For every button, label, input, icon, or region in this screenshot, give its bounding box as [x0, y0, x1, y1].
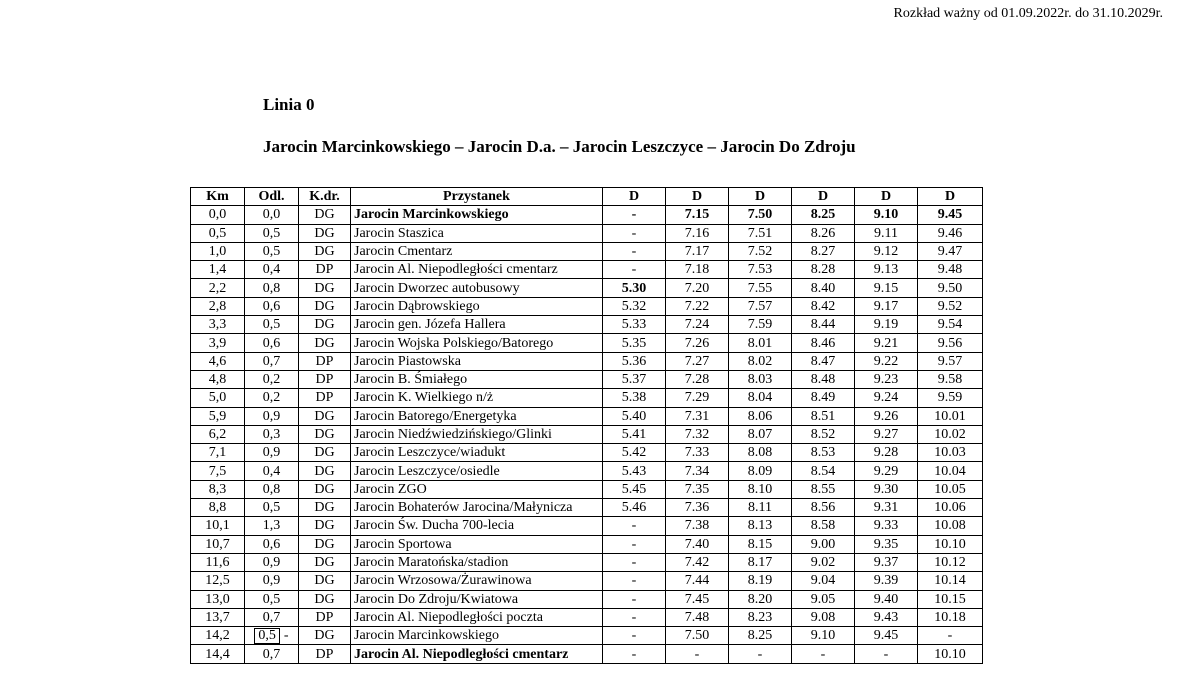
header-course-4: D: [792, 188, 855, 206]
odl-cell: 0,2: [245, 389, 299, 407]
departure-time-cell: -: [603, 645, 666, 663]
departure-time-cell: 9.10: [792, 627, 855, 645]
stop-name-cell: Jarocin Marcinkowskiego: [351, 206, 603, 224]
table-row: [191, 425, 983, 443]
departure-time-cell: 9.04: [792, 572, 855, 590]
km-cell: 1,4: [191, 261, 245, 279]
departure-time-cell: -: [729, 645, 792, 663]
stop-name-cell: Jarocin Dąbrowskiego: [351, 297, 603, 315]
stop-name-cell: Jarocin Wrzosowa/Żurawinowa: [351, 572, 603, 590]
departure-time-cell: 9.59: [918, 389, 983, 407]
departure-time-cell: -: [603, 627, 666, 645]
table-row: [191, 389, 983, 407]
departure-time-cell: 9.33: [855, 517, 918, 535]
departure-time-cell: 8.03: [729, 370, 792, 388]
table-row: [191, 553, 983, 571]
departure-time-cell: 8.07: [729, 425, 792, 443]
km-cell: 12,5: [191, 572, 245, 590]
departure-time-cell: 9.30: [855, 480, 918, 498]
departure-time-cell: 9.08: [792, 608, 855, 626]
departure-time-cell: 5.32: [603, 297, 666, 315]
departure-time-cell: 8.47: [792, 352, 855, 370]
table-row: [191, 242, 983, 260]
km-cell: 13,7: [191, 608, 245, 626]
stop-name-cell: Jarocin Do Zdroju/Kwiatowa: [351, 590, 603, 608]
table-row: [191, 608, 983, 626]
departure-time-cell: 9.50: [918, 279, 983, 297]
departure-time-cell: 9.45: [855, 627, 918, 645]
departure-time-cell: 8.15: [729, 535, 792, 553]
departure-time-cell: 8.52: [792, 425, 855, 443]
departure-time-cell: 10.06: [918, 499, 983, 517]
departure-time-cell: 9.22: [855, 352, 918, 370]
departure-time-cell: 9.11: [855, 224, 918, 242]
odl-cell: 0,5: [245, 224, 299, 242]
odl-cell: 0,6: [245, 297, 299, 315]
table-row: [191, 627, 983, 645]
departure-time-cell: 9.57: [918, 352, 983, 370]
departure-time-cell: -: [666, 645, 729, 663]
km-cell: 2,2: [191, 279, 245, 297]
departure-time-cell: 8.08: [729, 444, 792, 462]
departure-time-cell: 8.19: [729, 572, 792, 590]
km-cell: 11,6: [191, 553, 245, 571]
departure-time-cell: 10.05: [918, 480, 983, 498]
departure-time-cell: 9.15: [855, 279, 918, 297]
table-row: [191, 590, 983, 608]
road-category-cell: DP: [299, 261, 351, 279]
departure-time-cell: 9.17: [855, 297, 918, 315]
stop-name-cell: Jarocin Św. Ducha 700-lecia: [351, 517, 603, 535]
road-category-cell: DG: [299, 480, 351, 498]
stop-name-cell: Jarocin K. Wielkiego n/ż: [351, 389, 603, 407]
departure-time-cell: 7.27: [666, 352, 729, 370]
departure-time-cell: 9.10: [855, 206, 918, 224]
table-row: [191, 462, 983, 480]
table-row: [191, 261, 983, 279]
departure-time-cell: 9.46: [918, 224, 983, 242]
stop-name-cell: Jarocin Maratońska/stadion: [351, 553, 603, 571]
table-row: [191, 499, 983, 517]
departure-time-cell: 7.38: [666, 517, 729, 535]
departure-time-cell: 10.03: [918, 444, 983, 462]
header-course-3: D: [729, 188, 792, 206]
odl-value: 0,5: [254, 628, 280, 644]
departure-time-cell: 9.35: [855, 535, 918, 553]
departure-time-cell: 7.50: [729, 206, 792, 224]
departure-time-cell: 9.26: [855, 407, 918, 425]
departure-time-cell: -: [603, 206, 666, 224]
departure-time-cell: 10.10: [918, 645, 983, 663]
departure-time-cell: 7.53: [729, 261, 792, 279]
timetable: [190, 187, 983, 664]
road-category-cell: DP: [299, 389, 351, 407]
departure-time-cell: 7.34: [666, 462, 729, 480]
road-category-cell: DG: [299, 425, 351, 443]
km-cell: 3,9: [191, 334, 245, 352]
departure-time-cell: 5.43: [603, 462, 666, 480]
km-cell: 10,7: [191, 535, 245, 553]
departure-time-cell: 9.21: [855, 334, 918, 352]
road-category-cell: DG: [299, 462, 351, 480]
table-row: [191, 407, 983, 425]
departure-time-cell: 5.30: [603, 279, 666, 297]
departure-time-cell: -: [792, 645, 855, 663]
departure-time-cell: 7.57: [729, 297, 792, 315]
km-cell: 3,3: [191, 316, 245, 334]
departure-time-cell: 8.10: [729, 480, 792, 498]
stop-name-cell: Jarocin Piastowska: [351, 352, 603, 370]
stop-name-cell: Jarocin Leszczyce/wiadukt: [351, 444, 603, 462]
odl-cell: 0,7: [245, 645, 299, 663]
departure-time-cell: 10.04: [918, 462, 983, 480]
header-stop: Przystanek: [351, 188, 603, 206]
departure-time-cell: 7.52: [729, 242, 792, 260]
road-category-cell: DP: [299, 645, 351, 663]
odl-cell: 0,9: [245, 444, 299, 462]
road-category-cell: DG: [299, 224, 351, 242]
departure-time-cell: 7.31: [666, 407, 729, 425]
km-cell: 7,5: [191, 462, 245, 480]
departure-time-cell: 8.20: [729, 590, 792, 608]
departure-time-cell: 8.40: [792, 279, 855, 297]
departure-time-cell: 9.12: [855, 242, 918, 260]
stop-name-cell: Jarocin Dworzec autobusowy: [351, 279, 603, 297]
departure-time-cell: 8.28: [792, 261, 855, 279]
departure-time-cell: 9.24: [855, 389, 918, 407]
departure-time-cell: 8.48: [792, 370, 855, 388]
departure-time-cell: 8.42: [792, 297, 855, 315]
km-cell: 4,6: [191, 352, 245, 370]
departure-time-cell: 9.19: [855, 316, 918, 334]
stop-name-cell: Jarocin Al. Niepodległości cmentarz: [351, 645, 603, 663]
stop-name-cell: Jarocin Al. Niepodległości poczta: [351, 608, 603, 626]
departure-time-cell: 8.02: [729, 352, 792, 370]
departure-time-cell: 9.40: [855, 590, 918, 608]
table-row: [191, 572, 983, 590]
departure-time-cell: 9.31: [855, 499, 918, 517]
departure-time-cell: 9.02: [792, 553, 855, 571]
departure-time-cell: 8.51: [792, 407, 855, 425]
departure-time-cell: 8.27: [792, 242, 855, 260]
departure-time-cell: 7.48: [666, 608, 729, 626]
stop-name-cell: Jarocin Marcinkowskiego: [351, 627, 603, 645]
departure-time-cell: 8.54: [792, 462, 855, 480]
road-category-cell: DG: [299, 407, 351, 425]
departure-time-cell: 8.46: [792, 334, 855, 352]
departure-time-cell: 10.18: [918, 608, 983, 626]
road-category-cell: DG: [299, 297, 351, 315]
stop-name-cell: Jarocin Bohaterów Jarocina/Małynicza: [351, 499, 603, 517]
departure-time-cell: 7.28: [666, 370, 729, 388]
departure-time-cell: 8.04: [729, 389, 792, 407]
odl-cell: 0,9: [245, 572, 299, 590]
validity-note: Rozkład ważny od 01.09.2022r. do 31.10.2029r.: [893, 6, 1163, 21]
departure-time-cell: 9.58: [918, 370, 983, 388]
table-row: [191, 370, 983, 388]
departure-time-cell: 8.13: [729, 517, 792, 535]
departure-time-cell: 7.24: [666, 316, 729, 334]
header-kdr: K.dr.: [299, 188, 351, 206]
km-cell: 0,0: [191, 206, 245, 224]
departure-time-cell: 9.56: [918, 334, 983, 352]
odl-cell: 0,8: [245, 279, 299, 297]
departure-time-cell: 7.35: [666, 480, 729, 498]
departure-time-cell: 7.32: [666, 425, 729, 443]
header-course-5: D: [855, 188, 918, 206]
departure-time-cell: 9.52: [918, 297, 983, 315]
odl-cell: 0,6: [245, 334, 299, 352]
departure-time-cell: -: [855, 645, 918, 663]
road-category-cell: DG: [299, 627, 351, 645]
odl-cell: 0,5: [245, 499, 299, 517]
departure-time-cell: 8.53: [792, 444, 855, 462]
departure-time-cell: 5.38: [603, 389, 666, 407]
stop-name-cell: Jarocin Leszczyce/osiedle: [351, 462, 603, 480]
table-row: [191, 206, 983, 224]
stop-name-cell: Jarocin gen. Józefa Hallera: [351, 316, 603, 334]
stop-name-cell: Jarocin Batorego/Energetyka: [351, 407, 603, 425]
odl-cell: 0,9: [245, 553, 299, 571]
departure-time-cell: 7.51: [729, 224, 792, 242]
line-title: Linia 0: [263, 95, 315, 114]
departure-time-cell: 8.58: [792, 517, 855, 535]
departure-time-cell: 8.11: [729, 499, 792, 517]
road-category-cell: DG: [299, 535, 351, 553]
departure-time-cell: 7.50: [666, 627, 729, 645]
km-cell: 14,4: [191, 645, 245, 663]
odl-cell: 0,4: [245, 462, 299, 480]
departure-time-cell: 7.36: [666, 499, 729, 517]
departure-time-cell: -: [603, 572, 666, 590]
departure-time-cell: 7.29: [666, 389, 729, 407]
table-row: [191, 224, 983, 242]
table-row: [191, 297, 983, 315]
stop-name-cell: Jarocin Al. Niepodległości cmentarz: [351, 261, 603, 279]
departure-time-cell: 7.40: [666, 535, 729, 553]
departure-time-cell: 8.17: [729, 553, 792, 571]
road-category-cell: DG: [299, 517, 351, 535]
departure-time-cell: -: [603, 608, 666, 626]
odl-extra: -: [283, 627, 289, 643]
odl-cell: 0,8: [245, 480, 299, 498]
header-course-2: D: [666, 188, 729, 206]
departure-time-cell: 8.09: [729, 462, 792, 480]
departure-time-cell: -: [603, 224, 666, 242]
table-row: [191, 517, 983, 535]
odl-cell: 0,2: [245, 370, 299, 388]
stop-name-cell: Jarocin Niedźwiedzińskiego/Glinki: [351, 425, 603, 443]
road-category-cell: DG: [299, 553, 351, 571]
road-category-cell: DP: [299, 370, 351, 388]
odl-cell: [245, 627, 299, 645]
departure-time-cell: 5.40: [603, 407, 666, 425]
stop-name-cell: Jarocin Sportowa: [351, 535, 603, 553]
departure-time-cell: 5.46: [603, 499, 666, 517]
odl-cell: 0,5: [245, 316, 299, 334]
km-cell: 10,1: [191, 517, 245, 535]
km-cell: 2,8: [191, 297, 245, 315]
table-row: [191, 480, 983, 498]
departure-time-cell: -: [603, 535, 666, 553]
odl-cell: 0,5: [245, 590, 299, 608]
road-category-cell: DG: [299, 590, 351, 608]
departure-time-cell: 7.17: [666, 242, 729, 260]
departure-time-cell: 7.26: [666, 334, 729, 352]
departure-time-cell: 8.25: [792, 206, 855, 224]
odl-cell: 0,7: [245, 608, 299, 626]
km-cell: 8,8: [191, 499, 245, 517]
departure-time-cell: 8.23: [729, 608, 792, 626]
departure-time-cell: 8.44: [792, 316, 855, 334]
departure-time-cell: 5.42: [603, 444, 666, 462]
departure-time-cell: 8.55: [792, 480, 855, 498]
header-km: Km: [191, 188, 245, 206]
departure-time-cell: -: [603, 517, 666, 535]
departure-time-cell: 9.48: [918, 261, 983, 279]
departure-time-cell: 9.54: [918, 316, 983, 334]
departure-time-cell: -: [603, 553, 666, 571]
departure-time-cell: 5.35: [603, 334, 666, 352]
road-category-cell: DP: [299, 608, 351, 626]
departure-time-cell: 9.23: [855, 370, 918, 388]
departure-time-cell: 5.33: [603, 316, 666, 334]
departure-time-cell: 8.26: [792, 224, 855, 242]
departure-time-cell: 7.44: [666, 572, 729, 590]
departure-time-cell: 5.36: [603, 352, 666, 370]
table-row: [191, 444, 983, 462]
departure-time-cell: 5.41: [603, 425, 666, 443]
departure-time-cell: 9.37: [855, 553, 918, 571]
odl-cell: 0,7: [245, 352, 299, 370]
departure-time-cell: 7.16: [666, 224, 729, 242]
odl-cell: 0,3: [245, 425, 299, 443]
departure-time-cell: 5.45: [603, 480, 666, 498]
departure-time-cell: 8.56: [792, 499, 855, 517]
departure-time-cell: -: [918, 627, 983, 645]
departure-time-cell: 9.05: [792, 590, 855, 608]
header-odl: Odl.: [245, 188, 299, 206]
departure-time-cell: 10.10: [918, 535, 983, 553]
table-header-row: [191, 188, 983, 206]
odl-cell: 0,6: [245, 535, 299, 553]
stop-name-cell: Jarocin Wojska Polskiego/Batorego: [351, 334, 603, 352]
departure-time-cell: 10.12: [918, 553, 983, 571]
table-row: [191, 316, 983, 334]
stop-name-cell: Jarocin B. Śmiałego: [351, 370, 603, 388]
departure-time-cell: 10.15: [918, 590, 983, 608]
departure-time-cell: 5.37: [603, 370, 666, 388]
departure-time-cell: 9.39: [855, 572, 918, 590]
departure-time-cell: 8.49: [792, 389, 855, 407]
timetable-body: [191, 206, 983, 663]
km-cell: 0,5: [191, 224, 245, 242]
road-category-cell: DG: [299, 572, 351, 590]
departure-time-cell: -: [603, 261, 666, 279]
departure-time-cell: 7.55: [729, 279, 792, 297]
table-row: [191, 279, 983, 297]
departure-time-cell: 9.13: [855, 261, 918, 279]
departure-time-cell: 10.08: [918, 517, 983, 535]
road-category-cell: DP: [299, 352, 351, 370]
odl-cell: 0,4: [245, 261, 299, 279]
departure-time-cell: 7.15: [666, 206, 729, 224]
odl-cell: 0,9: [245, 407, 299, 425]
odl-cell: 0,5: [245, 242, 299, 260]
departure-time-cell: 8.06: [729, 407, 792, 425]
km-cell: 13,0: [191, 590, 245, 608]
departure-time-cell: 7.42: [666, 553, 729, 571]
road-category-cell: DG: [299, 242, 351, 260]
route-title: Jarocin Marcinkowskiego – Jarocin D.a. – Jarocin Leszczyce – Jarocin Do Zdroju: [263, 137, 856, 156]
road-category-cell: DG: [299, 444, 351, 462]
stop-name-cell: Jarocin Staszica: [351, 224, 603, 242]
departure-time-cell: 9.27: [855, 425, 918, 443]
departure-time-cell: 10.02: [918, 425, 983, 443]
table-row: [191, 535, 983, 553]
departure-time-cell: 9.45: [918, 206, 983, 224]
road-category-cell: DG: [299, 316, 351, 334]
header-course-6: D: [918, 188, 983, 206]
departure-time-cell: 7.22: [666, 297, 729, 315]
departure-time-cell: 10.01: [918, 407, 983, 425]
odl-cell: 0,0: [245, 206, 299, 224]
departure-time-cell: 9.43: [855, 608, 918, 626]
km-cell: 5,0: [191, 389, 245, 407]
departure-time-cell: 8.25: [729, 627, 792, 645]
departure-time-cell: -: [603, 242, 666, 260]
km-cell: 6,2: [191, 425, 245, 443]
departure-time-cell: 7.20: [666, 279, 729, 297]
km-cell: 7,1: [191, 444, 245, 462]
odl-cell: 1,3: [245, 517, 299, 535]
departure-time-cell: 9.28: [855, 444, 918, 462]
km-cell: 5,9: [191, 407, 245, 425]
departure-time-cell: 7.45: [666, 590, 729, 608]
departure-time-cell: 7.18: [666, 261, 729, 279]
road-category-cell: DG: [299, 206, 351, 224]
departure-time-cell: 7.33: [666, 444, 729, 462]
table-row: [191, 352, 983, 370]
departure-time-cell: 10.14: [918, 572, 983, 590]
stop-name-cell: Jarocin ZGO: [351, 480, 603, 498]
km-cell: 8,3: [191, 480, 245, 498]
table-row: [191, 334, 983, 352]
stop-name-cell: Jarocin Cmentarz: [351, 242, 603, 260]
header-course-1: D: [603, 188, 666, 206]
road-category-cell: DG: [299, 334, 351, 352]
departure-time-cell: 9.47: [918, 242, 983, 260]
km-cell: 14,2: [191, 627, 245, 645]
departure-time-cell: 7.59: [729, 316, 792, 334]
km-cell: 4,8: [191, 370, 245, 388]
table-row: [191, 645, 983, 663]
km-cell: 1,0: [191, 242, 245, 260]
departure-time-cell: -: [603, 590, 666, 608]
road-category-cell: DG: [299, 499, 351, 517]
departure-time-cell: 9.29: [855, 462, 918, 480]
departure-time-cell: 9.00: [792, 535, 855, 553]
departure-time-cell: 8.01: [729, 334, 792, 352]
road-category-cell: DG: [299, 279, 351, 297]
